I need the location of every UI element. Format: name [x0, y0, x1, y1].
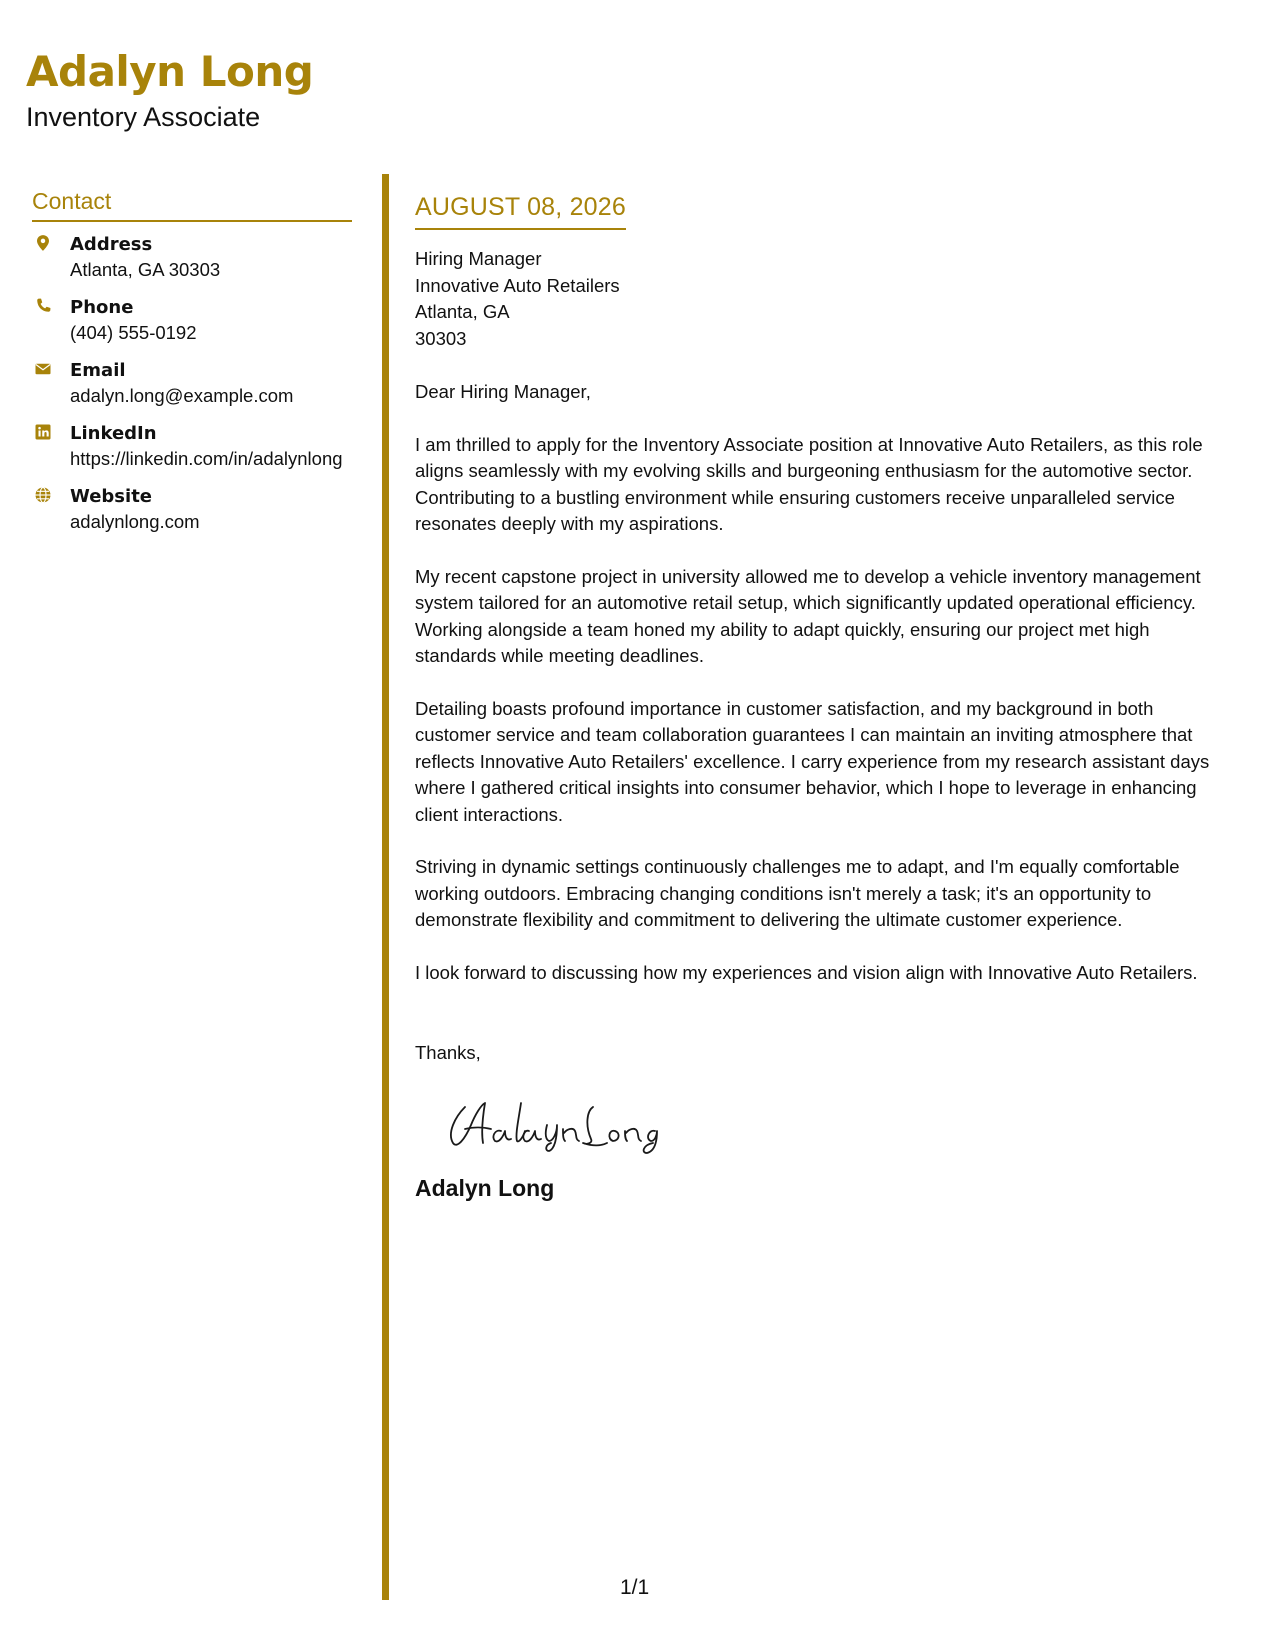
body-paragraph: Striving in dynamic settings continuously challenges me to adapt, and I'm equally comfortable working outdoors. Embracing changing conditions isn't merely a task; it's an opportunity to demonstrate flexibility and commitment to delivering the ultimate customer experience.	[415, 856, 1180, 930]
contact-item-email	[32, 358, 352, 408]
salutation: Dear Hiring Manager,	[415, 381, 591, 402]
contact-label: Phone	[70, 297, 134, 318]
contact-label: LinkedIn	[70, 423, 157, 444]
body-paragraph: Detailing boasts profound importance in customer satisfaction, and my background in both customer service and team collaboration guarantees I can maintain an inviting atmosphere that reflects Innovative Auto Retailers' excellence. I carry experience from my research assistant days where I gathered critical insights into consumer behavior, which I hope to leverage in enhancing client interactions.	[415, 697, 1210, 825]
cover-letter-body	[415, 190, 1233, 1203]
signer-name: Adalyn Long	[415, 1174, 555, 1201]
body-paragraph: I look forward to discussing how my experiences and vision align with Innovative Auto Retailers.	[415, 961, 1198, 983]
applicant-name: Adalyn Long	[26, 47, 314, 96]
vertical-divider	[382, 174, 389, 1600]
recipient-line: Atlanta, GA	[415, 301, 510, 322]
contact-item-phone	[32, 295, 352, 345]
globe-icon	[34, 486, 52, 504]
contact-label: Website	[70, 486, 153, 507]
location-pin-icon	[34, 234, 52, 252]
contact-item-website	[32, 484, 352, 534]
contact-label: Email	[70, 360, 126, 381]
letter-date: AUGUST 08, 2026	[415, 190, 626, 230]
contact-value: (404) 555-0192	[70, 322, 197, 343]
contact-heading: Contact	[32, 186, 352, 222]
recipient-line: Innovative Auto Retailers	[415, 274, 620, 296]
handwritten-signature	[443, 1095, 673, 1155]
contact-value: Atlanta, GA 30303	[70, 259, 221, 280]
linkedin-icon	[34, 423, 52, 441]
contact-value: https://linkedin.com/in/adalynlong	[70, 448, 343, 469]
body-paragraph: I am thrilled to apply for the Inventory Associate position at Innovative Auto Retailers, as this role aligns seamlessly with my evolving skills and burgeoning enthusiasm for the automotive sector. Contributing to a bustling environment while ensuring customers receive unparalleled service resonates deeply with my aspirations.	[415, 433, 1203, 534]
phone-icon	[34, 297, 52, 315]
recipient-line: 30303	[415, 327, 467, 349]
contact-sidebar	[32, 186, 352, 547]
recipient-line: Hiring Manager	[415, 248, 542, 269]
closing: Thanks,	[415, 1042, 481, 1063]
envelope-icon	[34, 360, 52, 378]
contact-value: adalyn.long@example.com	[70, 385, 294, 406]
contact-value: adalynlong.com	[70, 511, 200, 532]
contact-item-linkedin	[32, 421, 352, 471]
job-title: Inventory Associate	[26, 102, 261, 132]
contact-label: Address	[70, 234, 153, 255]
recipient-block	[415, 246, 1233, 352]
contact-list	[32, 232, 352, 534]
contact-item-address	[32, 232, 352, 282]
body-paragraph: My recent capstone project in university allowed me to develop a vehicle inventory management system tailored for an automotive retail setup, which significantly updated operational efficiency. Working alongside a team honed my ability to adapt quickly, ensuring our project met high standards while meeting deadlines.	[415, 565, 1201, 666]
page-number: 1/1	[620, 1576, 650, 1599]
